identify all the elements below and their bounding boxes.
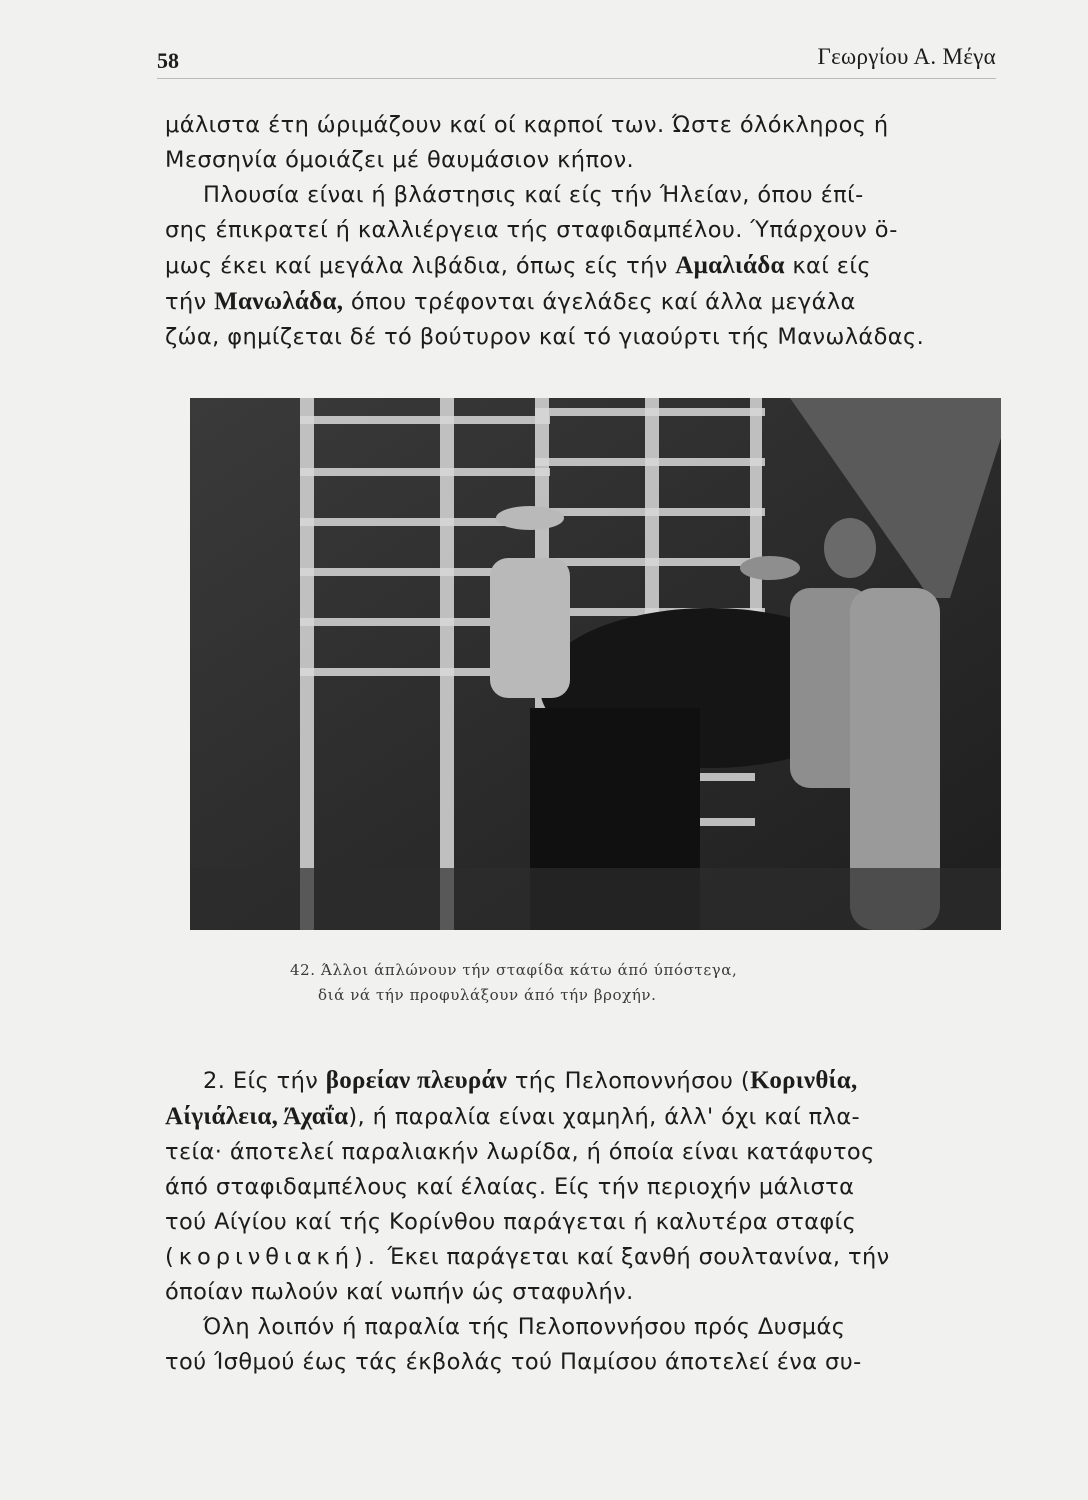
text-line: ), ή παραλία είναι χαμηλή, άλλ' όχι καί πλα-	[348, 1104, 861, 1130]
text-line: μως έκει καί μεγάλα λιβάδια, όπως είς τήν	[165, 253, 668, 279]
paragraph	[165, 178, 1000, 355]
page-number: 58	[157, 48, 179, 73]
text-line: μάλιστα έτη ώριμάζουν καί οί καρποί των. Ώστε όλόκληρος ή	[165, 112, 889, 138]
text-line: όποίαν πωλούν καί νωπήν ώς σταφυλήν.	[165, 1279, 634, 1305]
text-line: όπου τρέφονται άγελάδες καί άλλα μεγάλα	[350, 289, 856, 315]
text-line: Μεσσηνία όμοιάζει μέ θαυμάσιον κήπον.	[165, 147, 635, 173]
spaced-term: (κορινθιακή).	[165, 1244, 380, 1270]
text-line: τού Ίσθμού έως τάς έκβολάς τού Παμίσου άποτελεί ένα συ-	[165, 1349, 862, 1375]
photo-image	[190, 398, 1001, 930]
place-name-bold: Αμαλιάδα	[675, 252, 785, 279]
running-head: Γεωργίου Α. Μέγα	[817, 44, 996, 69]
text-line: Είς τήν	[232, 1068, 319, 1094]
text-line: καί είς	[792, 253, 871, 279]
text-line: Πλουσία είναι ή βλάστησις καί είς τήν Ήλείαν, όπου έπί-	[203, 182, 864, 208]
bold-term: Αίγιάλεια, Άχαΐα	[165, 1103, 349, 1130]
photograph	[190, 398, 1001, 930]
bold-term: βορείαν πλευράν	[325, 1067, 508, 1094]
text-line: τήν	[165, 289, 207, 315]
text-line: ζώα, φημίζεται δέ τό βούτυρον καί τό γιαούρτι τής Μανωλάδας.	[165, 324, 925, 350]
header-rule	[157, 78, 996, 79]
caption-line: 42. Άλλοι άπλώνουν τήν σταφίδα κάτω άπό ύπόστεγα,	[290, 961, 738, 979]
bold-term: Κορινθία,	[750, 1067, 858, 1094]
paragraph	[165, 108, 1000, 178]
text-line: σης έπικρατεί ή καλλιέργεια τής σταφιδαμπέλου. Ύπάρχουν ö-	[165, 217, 898, 243]
text-line: τεία· άποτελεί παραλιακήν λωρίδα, ή όποία είναι κατάφυτος	[165, 1139, 875, 1165]
paragraph	[165, 1310, 1000, 1380]
section-number: 2.	[203, 1068, 226, 1094]
text-line: τού Αίγίου καί τής Κορίνθου παράγεται ή καλυτέρα σταφίς	[165, 1209, 857, 1235]
place-name-bold: Μανωλάδα,	[214, 288, 344, 315]
text-line: τής Πελοποννήσου (	[514, 1068, 751, 1094]
bottom-text-block	[165, 1063, 1000, 1380]
caption-line: διά νά τήν προφυλάξουν άπό τήν βροχήν.	[318, 986, 657, 1004]
paragraph	[165, 1063, 1000, 1310]
top-text-block	[165, 108, 1000, 355]
figure-caption	[190, 958, 1001, 1008]
text-line: Έκει παράγεται καί ξανθή σουλτανίνα, τήν	[387, 1244, 890, 1270]
text-line: Όλη λοιπόν ή παραλία τής Πελοποννήσου πρός Δυσμάς	[203, 1314, 846, 1340]
text-line: άπό σταφιδαμπέλους καί έλαίας. Είς τήν περιοχήν μάλιστα	[165, 1174, 855, 1200]
